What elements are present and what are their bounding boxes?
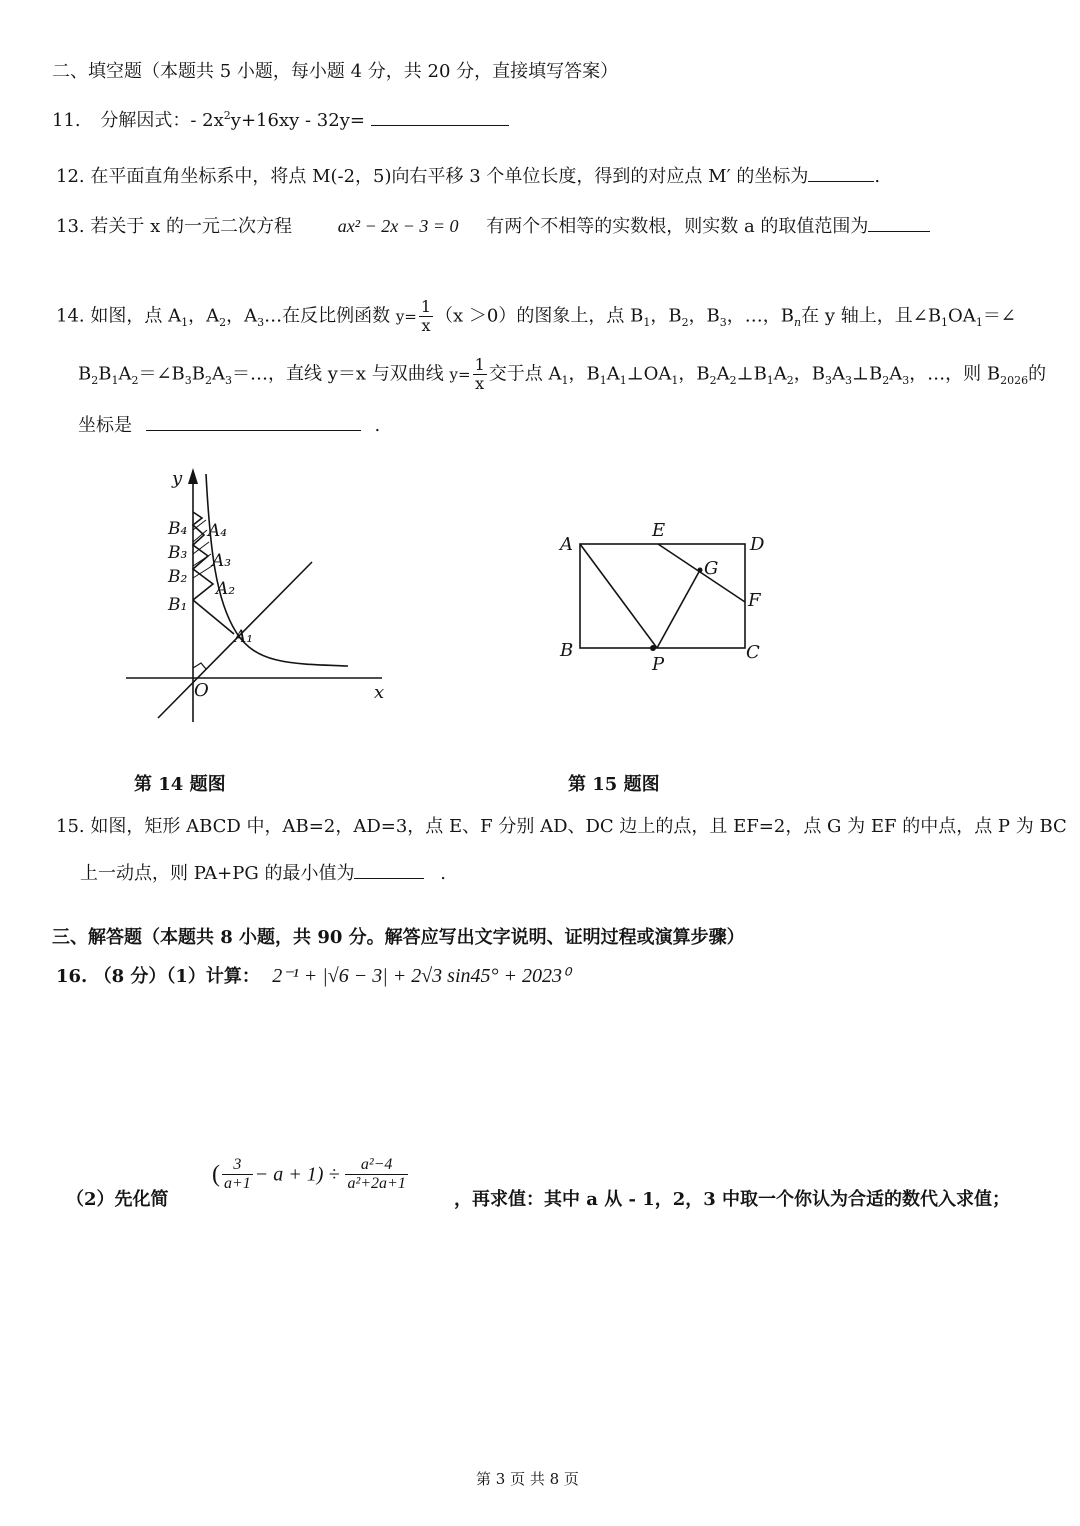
q15-answer-blank[interactable] <box>354 860 424 879</box>
q14-text: ，A <box>226 305 258 327</box>
label-a4: A₄ <box>208 521 228 541</box>
q14-text: B <box>191 363 206 385</box>
q14-text: ⊥B <box>736 363 767 385</box>
q14-sub: 1 <box>975 316 983 330</box>
question-15-line-2 <box>80 860 446 886</box>
q14-text: B <box>78 363 92 385</box>
q14-text: 的图象上，点 B <box>516 305 644 327</box>
question-14-line-1 <box>56 298 1016 335</box>
q14-fraction <box>419 298 433 335</box>
q14-condition: （x ＞0） <box>435 305 517 327</box>
question-15-line-1: 15. 如图，矩形 ABCD 中，AB=2，AD=3，点 E、F 分别 AD、DC 边上的点，且 EF=2，点 G 为 EF 的中点，点 P 为 BC <box>56 816 1067 837</box>
q16-frac-2 <box>345 1156 407 1193</box>
q14-text: A <box>118 363 132 385</box>
q14-sub: 1 <box>561 374 569 388</box>
question-13 <box>56 213 930 239</box>
question-14-line-3 <box>78 412 380 438</box>
q14-text: OA <box>948 305 976 327</box>
q14-text: 在 y 轴上，且∠B <box>801 305 942 327</box>
q14-text: 交于点 A <box>488 363 562 385</box>
q14-func-y-2: y= <box>449 365 471 384</box>
label-p: P <box>652 654 665 675</box>
q11-text-a: 分解因式：- 2x <box>100 110 224 131</box>
question-16-part-2-expression <box>212 1156 410 1193</box>
q14-text: ，B <box>688 305 720 327</box>
q14-sub: 1 <box>671 374 679 388</box>
q14-text: ＝∠ <box>982 305 1016 327</box>
q13-answer-blank[interactable] <box>868 213 930 232</box>
q14-text: B <box>98 363 112 385</box>
question-16-part-1 <box>56 964 570 989</box>
q14-sub: 3 <box>825 374 833 388</box>
q14-text: ，A <box>188 305 220 327</box>
q13-text-a: 13. 若关于 x 的一元二次方程 <box>56 216 292 237</box>
q14-text: A <box>716 363 730 385</box>
q14-sub: 2 <box>205 374 213 388</box>
figure-14 <box>120 460 400 730</box>
segment-ef <box>658 544 745 602</box>
q14-text: 14. 如图，点 A <box>56 305 182 327</box>
q12-text: 12. 在平面直角坐标系中，将点 M(-2，5)向右平移 3 个单位长度，得到的对应点 M′ 的坐标为 <box>56 166 809 187</box>
q12-answer-blank[interactable] <box>808 163 874 182</box>
q14-text: ＝∠B <box>138 363 185 385</box>
q14-sub: 2 <box>729 374 737 388</box>
q14-sub: 3 <box>225 374 233 388</box>
q14-sub: 1 <box>619 374 627 388</box>
label-b1: B₁ <box>168 595 188 615</box>
q14-sub: 2 <box>219 316 227 330</box>
q14-text: …在反比例函数 <box>264 305 391 327</box>
q14-text: A <box>832 363 846 385</box>
q14-text: . <box>374 415 381 436</box>
q14-text: ，B <box>678 363 710 385</box>
q14-sub: 1 <box>599 374 607 388</box>
q14-frac-den-2: x <box>475 374 485 393</box>
q14-text: ，B <box>650 305 682 327</box>
q16-frac1-den: a+1 <box>224 1175 251 1192</box>
q14-text: ，…，B <box>726 305 795 327</box>
point-p <box>650 645 656 651</box>
q14-sub: 1 <box>941 316 949 330</box>
q14-sub: 2 <box>709 374 717 388</box>
q11-answer-blank[interactable] <box>371 107 509 126</box>
label-b: B <box>560 640 574 661</box>
figure-15-caption: 第 15 题图 <box>568 774 660 795</box>
q13-text-b: 有两个不相等的实数根，则实数 a 的取值范围为 <box>486 216 869 237</box>
q14-text: A <box>212 363 226 385</box>
q14-sub: 1 <box>643 316 651 330</box>
q14-text: 的 <box>1028 363 1047 385</box>
q14-func-y: y= <box>395 307 417 326</box>
label-b3: B₃ <box>168 543 188 563</box>
label-g: G <box>704 558 719 579</box>
q14-text: A <box>606 363 620 385</box>
label-f: F <box>748 590 761 611</box>
q11-text-b: y+16xy - 32y= <box>230 110 365 131</box>
q16-mid: − a + 1) ÷ <box>254 1163 340 1186</box>
q14-answer-blank[interactable] <box>146 412 361 431</box>
q11-number: 11. <box>52 110 81 131</box>
q14-fraction-2 <box>473 356 487 393</box>
q14-text: ⊥OA <box>626 363 672 385</box>
q14-text: A <box>773 363 787 385</box>
q12-end: . <box>874 166 881 187</box>
section-3-heading: 三、解答题（本题共 8 小题，共 90 分。解答应写出文字说明、证明过程或演算步骤） <box>52 927 745 948</box>
q14-text: ，B <box>793 363 826 385</box>
q16-frac-1 <box>222 1156 253 1193</box>
q14-sub: 2 <box>681 316 689 330</box>
q14-sub: 1 <box>766 374 774 388</box>
q15-end: . <box>440 863 446 884</box>
figure-14-caption: 第 14 题图 <box>134 774 226 795</box>
q14-frac-num: 1 <box>420 297 432 316</box>
q14-sub: 1 <box>181 316 189 330</box>
label-a1: A₁ <box>234 627 254 647</box>
q14-sub: 2 <box>786 374 794 388</box>
q14-sub: 2026 <box>1000 374 1029 388</box>
q14-sub: 2 <box>882 374 890 388</box>
question-16-part-2-rest: ，再求值：其中 a 从 - 1，2，3 中取一个你认为合适的数代入求值； <box>454 1189 1011 1210</box>
q14-sub: 2 <box>91 374 99 388</box>
label-a2: A₂ <box>216 579 236 599</box>
q14-text: A <box>889 363 903 385</box>
label-a3: A₃ <box>212 551 232 571</box>
segment-pg <box>657 570 700 648</box>
q14-sub: 3 <box>845 374 853 388</box>
q14-sub: 3 <box>257 316 265 330</box>
point-g <box>698 568 703 573</box>
q14-text: ⊥B <box>852 363 883 385</box>
q14-sub: 3 <box>184 374 192 388</box>
question-16-part-2-label: （2）先化简 <box>66 1189 169 1210</box>
q14-frac-num-2: 1 <box>474 355 485 374</box>
q14-text: ，…，则 B <box>909 363 1001 385</box>
page-footer: 第 3 页 共 8 页 <box>476 1470 579 1488</box>
label-b2: B₂ <box>168 567 188 587</box>
q16-frac2-den: a²+2a+1 <box>347 1175 406 1192</box>
question-12 <box>56 163 880 189</box>
q14-sub: 1 <box>111 374 119 388</box>
q15-text: 上一动点，则 PA+PG 的最小值为 <box>80 863 355 884</box>
q14-frac-den: x <box>421 316 431 335</box>
question-11 <box>52 104 509 133</box>
label-e: E <box>652 520 666 541</box>
label-d: D <box>750 534 765 555</box>
q11-sup: 2 <box>223 109 231 122</box>
label-a: A <box>560 534 573 555</box>
q13-equation: ax² − 2x − 3 = 0 <box>337 216 459 236</box>
q16-lparen: ( <box>212 1161 220 1188</box>
q16-frac1-num: 3 <box>222 1156 253 1175</box>
label-origin: O <box>194 680 209 701</box>
label-y: y <box>172 468 183 489</box>
label-b4: B₄ <box>168 519 188 539</box>
label-c: C <box>746 642 760 663</box>
question-14-line-2 <box>78 356 1046 393</box>
q14-sub: 3 <box>902 374 910 388</box>
q14-sub: 2 <box>131 374 139 388</box>
figure-15 <box>550 510 780 680</box>
section-2-heading: 二、填空题（本题共 5 小题，每小题 4 分，共 20 分，直接填写答案） <box>52 61 619 82</box>
q14-text: ，B <box>568 363 600 385</box>
right-angle-mark <box>193 663 206 669</box>
segment-pa <box>580 544 657 648</box>
rectangle-abcd <box>580 544 745 648</box>
q14-text: 坐标是 <box>78 415 132 436</box>
q16-part1-label: 16. （8 分）（1）计算： <box>56 966 260 987</box>
label-x: x <box>374 682 385 703</box>
q14-sub: n <box>794 316 802 330</box>
q14-text: ＝…，直线 y＝x 与双曲线 <box>232 363 444 385</box>
q16-part1-expression: 2⁻¹ + |√6 − 3| + 2√3 sin45° + 2023⁰ <box>272 965 571 987</box>
q16-frac2-num: a²−4 <box>345 1156 407 1175</box>
q14-sub: 3 <box>719 316 727 330</box>
y-axis-arrow-icon <box>188 468 198 484</box>
